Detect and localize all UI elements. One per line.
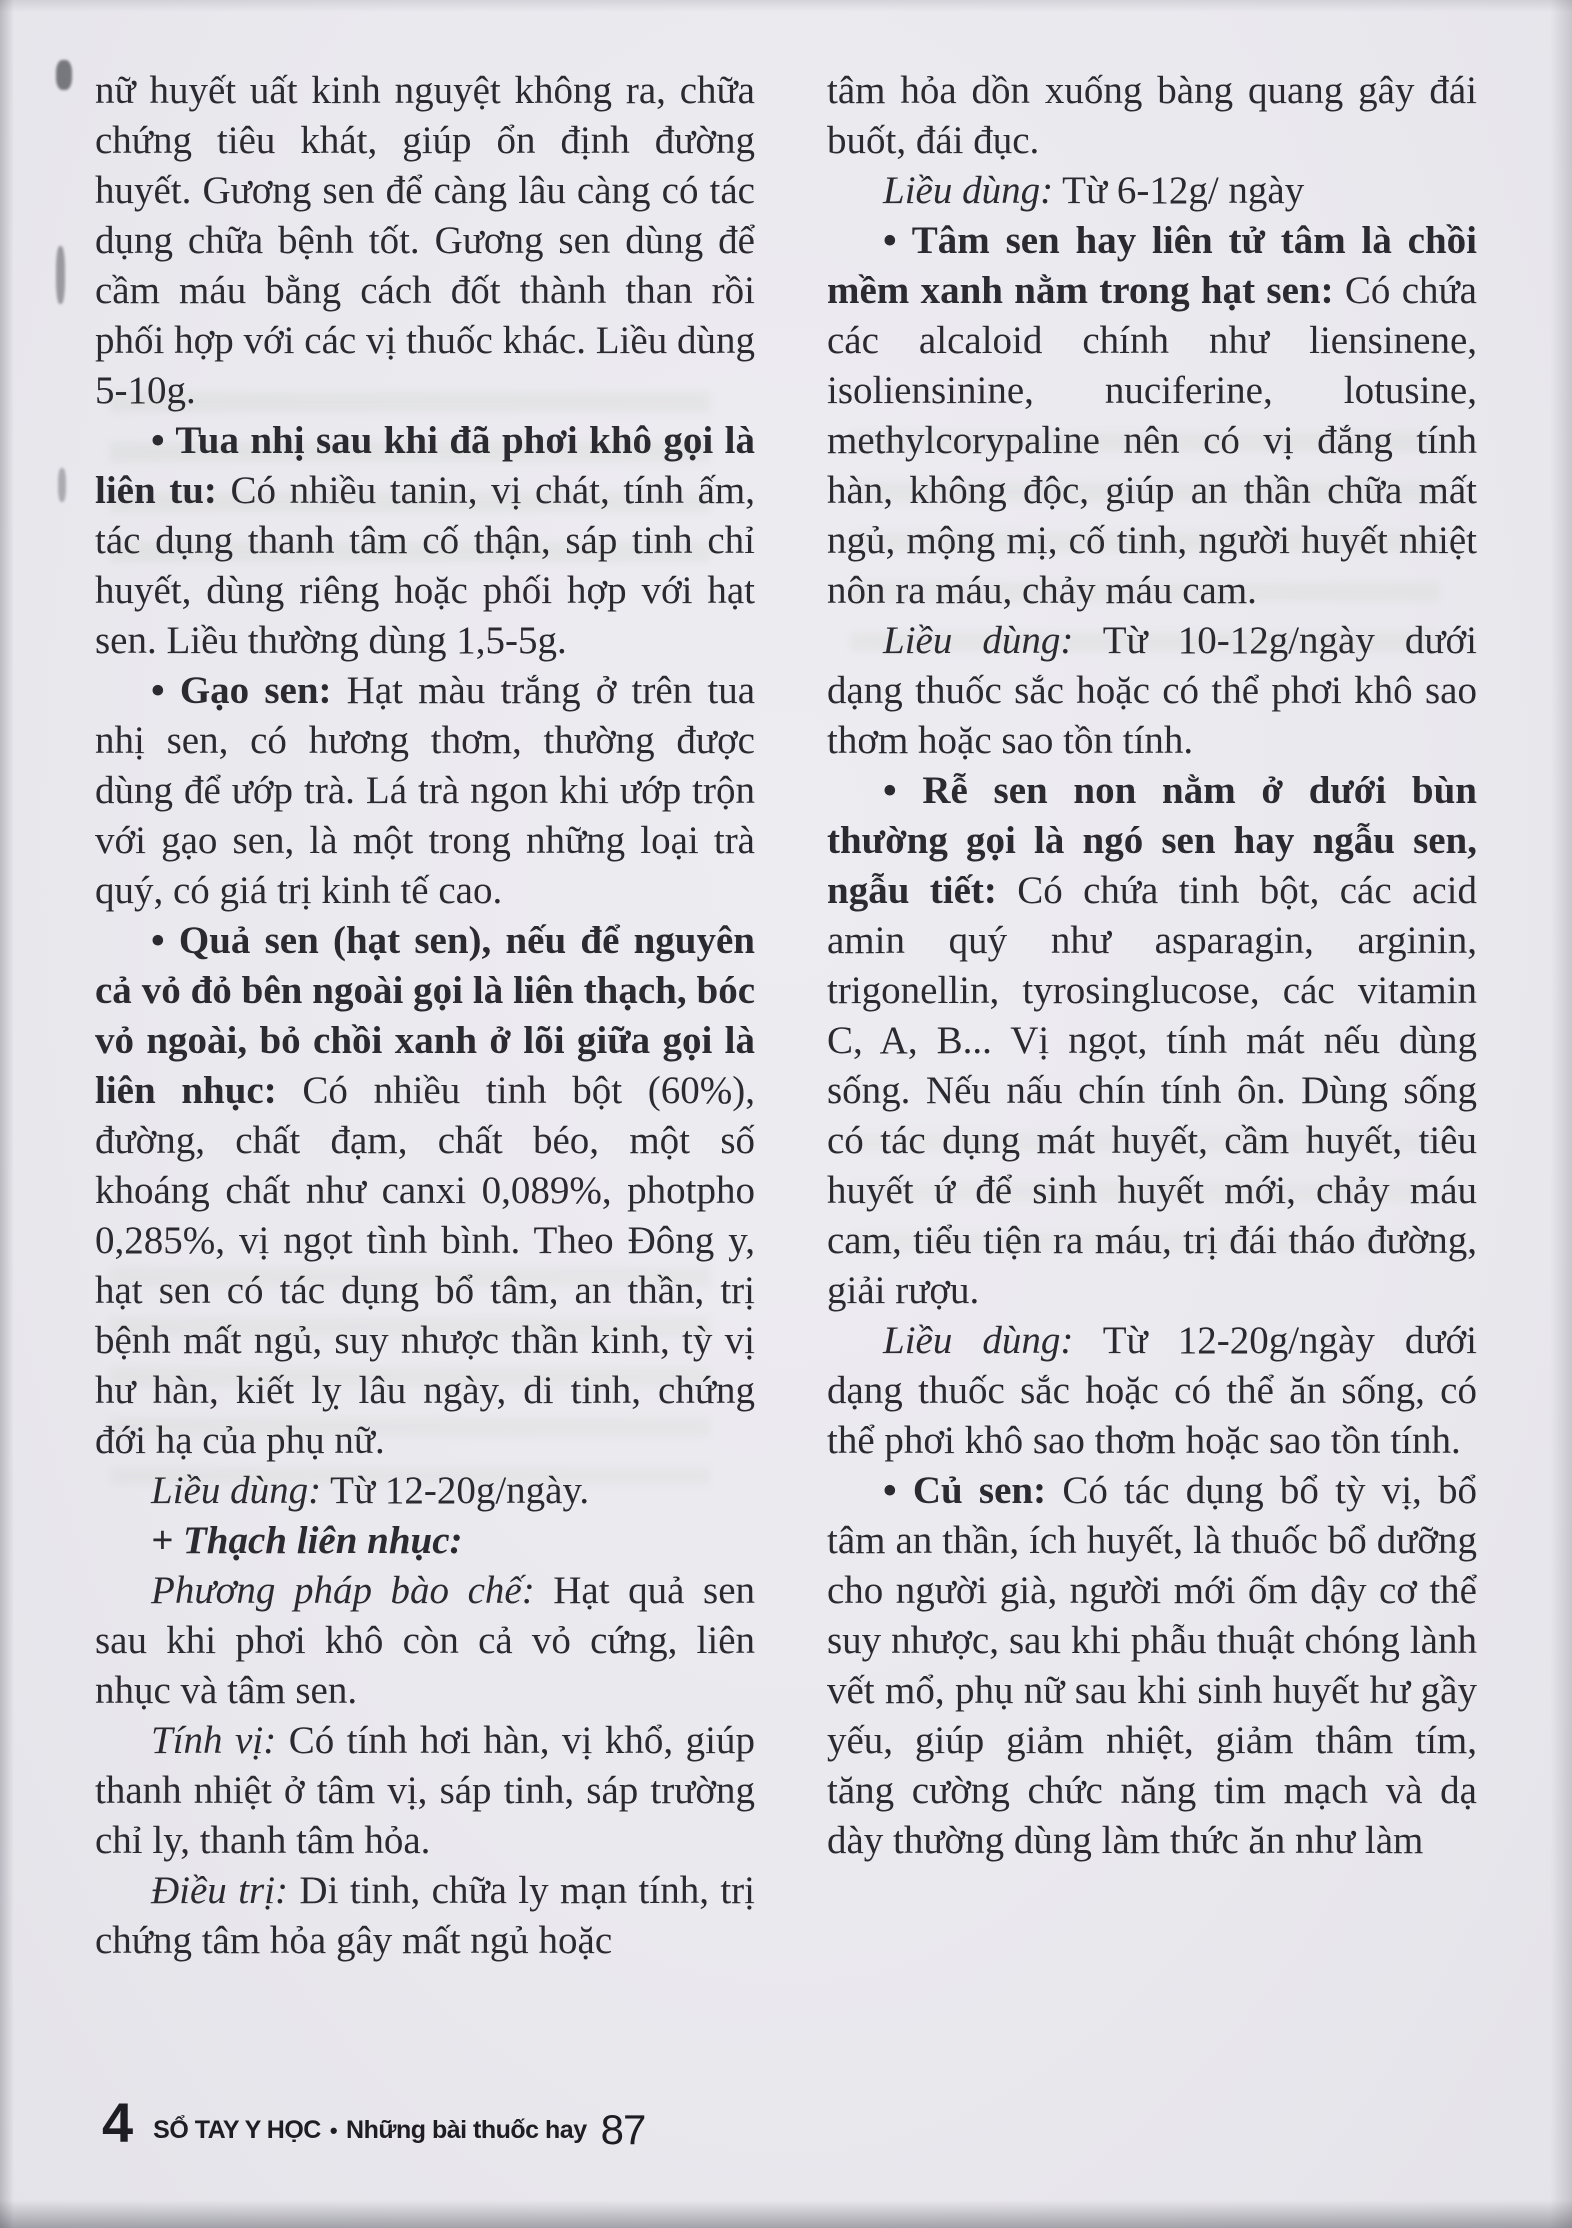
paragraph [827, 166, 1477, 216]
paragraph [95, 416, 755, 666]
paragraph [95, 1716, 755, 1866]
text-run: Hạt quả sen sau khi phơi khô còn cả vỏ cứng, liên nhục và tâm sen. [95, 1569, 755, 1712]
text-run: Từ 12-20g/ngày dưới dạng thuốc sắc hoặc có thể ăn sống, có thể phơi khô sao thơm hoặc sao tồn tính. [827, 1319, 1477, 1462]
paragraph [95, 1466, 755, 1516]
text-run: Tính vị: [151, 1719, 277, 1762]
text-run: Từ 6-12g/ ngày [1053, 169, 1305, 212]
text-run: Hạt màu trắng ở trên tua nhị sen, có hương thơm, thường được dùng để ướp trà. Lá trà ngon khi ướp trộn với gạo sen, là một trong những loại trà quý, có giá trị kinh tế cao. [95, 669, 755, 912]
paragraph [827, 1316, 1477, 1466]
page-edge-shadow [1550, 0, 1572, 2228]
text-run: + Thạch liên nhục: [151, 1519, 463, 1562]
page-edge-shadow [0, 2200, 1572, 2228]
text-run: Có nhiều tanin, vị chát, tính ấm, tác dụng thanh tâm cố thận, sáp tinh chỉ huyết, dùng riêng hoặc phối hợp với hạt sen. Liều thường dùng 1,5-5g. [95, 469, 755, 662]
book-imprint [153, 2118, 586, 2148]
text-run: Từ 10-12g/ngày dưới dạng thuốc sắc hoặc có thể phơi khô sao thơm hoặc sao tồn tính. [827, 619, 1477, 762]
paragraph [827, 616, 1477, 766]
paragraph [95, 66, 755, 416]
page-footer [102, 2091, 646, 2154]
separator-dot: • [329, 2118, 338, 2144]
paragraph [827, 1466, 1477, 1866]
paragraph [827, 216, 1477, 616]
two-column-text-block [95, 66, 1477, 1966]
text-run: Có tính hơi hàn, vị khổ, giúp thanh nhiệt ở tâm vị, sáp tinh, sáp trường chỉ ly, thanh tâm hỏa. [95, 1719, 755, 1862]
paragraph [95, 666, 755, 916]
text-run: • Rễ sen non nằm ở dưới bùn thường gọi là ngó sen hay ngẫu sen, ngẫu tiết: [827, 769, 1477, 912]
paragraph [95, 1516, 755, 1566]
text-run: • Tâm sen hay liên tử tâm là chồi mềm xanh nằm trong hạt sen: [827, 219, 1477, 312]
text-run: • Củ sen: [883, 1469, 1047, 1512]
text-run: nữ huyết uất kinh nguyệt không ra, chữa chứng tiêu khát, giúp ổn định đường huyết. Gương sen để càng lâu càng có tác dụng chữa bệnh tốt. Gương sen dùng để cầm máu bằng cách đốt thành than rồi phối hợp với các vị thuốc khác. Liều dùng 5-10g. [95, 69, 755, 412]
text-run: Có nhiều tinh bột (60%), đường, chất đạm, chất béo, một số khoáng chất như canxi 0,089%, photpho 0,285%, vị ngọt tình bình. Theo Đông y, hạt sen có tác dụng bổ tâm, an thần, trị bệnh mất ngủ, suy nhược thần kinh, tỳ vị hư hàn, kiết lỵ lâu ngày, di tinh, chứng đới hạ của phụ nữ. [95, 1069, 755, 1462]
text-run: Liều dùng: [883, 619, 1074, 662]
book-title: SỔ TAY Y HỌC [153, 2116, 321, 2145]
paragraph [95, 1566, 755, 1716]
text-run: Liều dùng: [883, 169, 1054, 212]
text-column-left [95, 66, 755, 1966]
page-number: 4 [102, 2091, 134, 2154]
paragraph [95, 1866, 755, 1966]
text-run: • Quả sen (hạt sen), nếu để nguyên cả vỏ đỏ bên ngoài gọi là liên thạch, bóc vỏ ngoài, bỏ chồi xanh ở lõi giữa gọi là liên nhục: [95, 919, 755, 1112]
scan-speck [56, 60, 72, 90]
text-run: Liều dùng: [151, 1469, 322, 1512]
scan-speck [56, 246, 65, 304]
paragraph [827, 66, 1477, 166]
text-run: Có tác dụng bổ tỳ vị, bổ tâm an thần, ích huyết, là thuốc bổ dưỡng cho người già, người mới ốm dậy cơ thể suy nhược, sau khi phẫu thuật chóng lành vết mổ, phụ nữ sau khi sinh huyết hư gầy yếu, giúp giảm nhiệt, giảm thâm tím, tăng cường chức năng tim mạch và dạ dày thường dùng làm thức ăn như làm [827, 1469, 1477, 1862]
scan-speck [58, 468, 66, 502]
paragraph [95, 916, 755, 1466]
series-title: Những bài thuốc hay [346, 2116, 587, 2145]
page-edge-shadow [0, 0, 1572, 12]
page-edge-shadow [0, 0, 14, 2228]
text-run: Có chứa các alcaloid chính như liensinene, isoliensinine, nuciferine, lotusine, methylcorypaline nên có vị đắng tính hàn, không độc, giúp an thần chữa mất ngủ, mộng mị, cố tinh, người huyết nhiệt nôn ra máu, chảy máu cam. [827, 269, 1477, 612]
text-run: Điều trị: [151, 1869, 289, 1912]
text-run: Từ 12-20g/ngày. [321, 1469, 590, 1512]
text-run: tâm hỏa dồn xuống bàng quang gây đái buốt, đái đục. [827, 69, 1477, 162]
paragraph [827, 766, 1477, 1316]
chapter-number: 87 [600, 2105, 646, 2153]
text-run: • Tua nhị sau khi đã phơi khô gọi là liên tu: [95, 419, 755, 512]
text-run: Di tinh, chữa ly mạn tính, trị chứng tâm hỏa gây mất ngủ hoặc [95, 1869, 755, 1962]
text-run: Phương pháp bào chế: [151, 1569, 535, 1612]
text-run: • Gạo sen: [151, 669, 332, 712]
text-run: Liều dùng: [883, 1319, 1074, 1362]
text-run: Có chứa tinh bột, các acid amin quý như asparagin, arginin, trigonellin, tyrosinglucose, các vitamin C, A, B... Vị ngọt, tính mát nếu dùng sống. Nếu nấu chín tính ôn. Dùng sống có tác dụng mát huyết, cầm huyết, tiêu huyết ứ để sinh huyết mới, chảy máu cam, tiểu tiện ra máu, trị đái tháo đường, giải rượu. [827, 869, 1477, 1312]
text-column-right [827, 66, 1477, 1966]
